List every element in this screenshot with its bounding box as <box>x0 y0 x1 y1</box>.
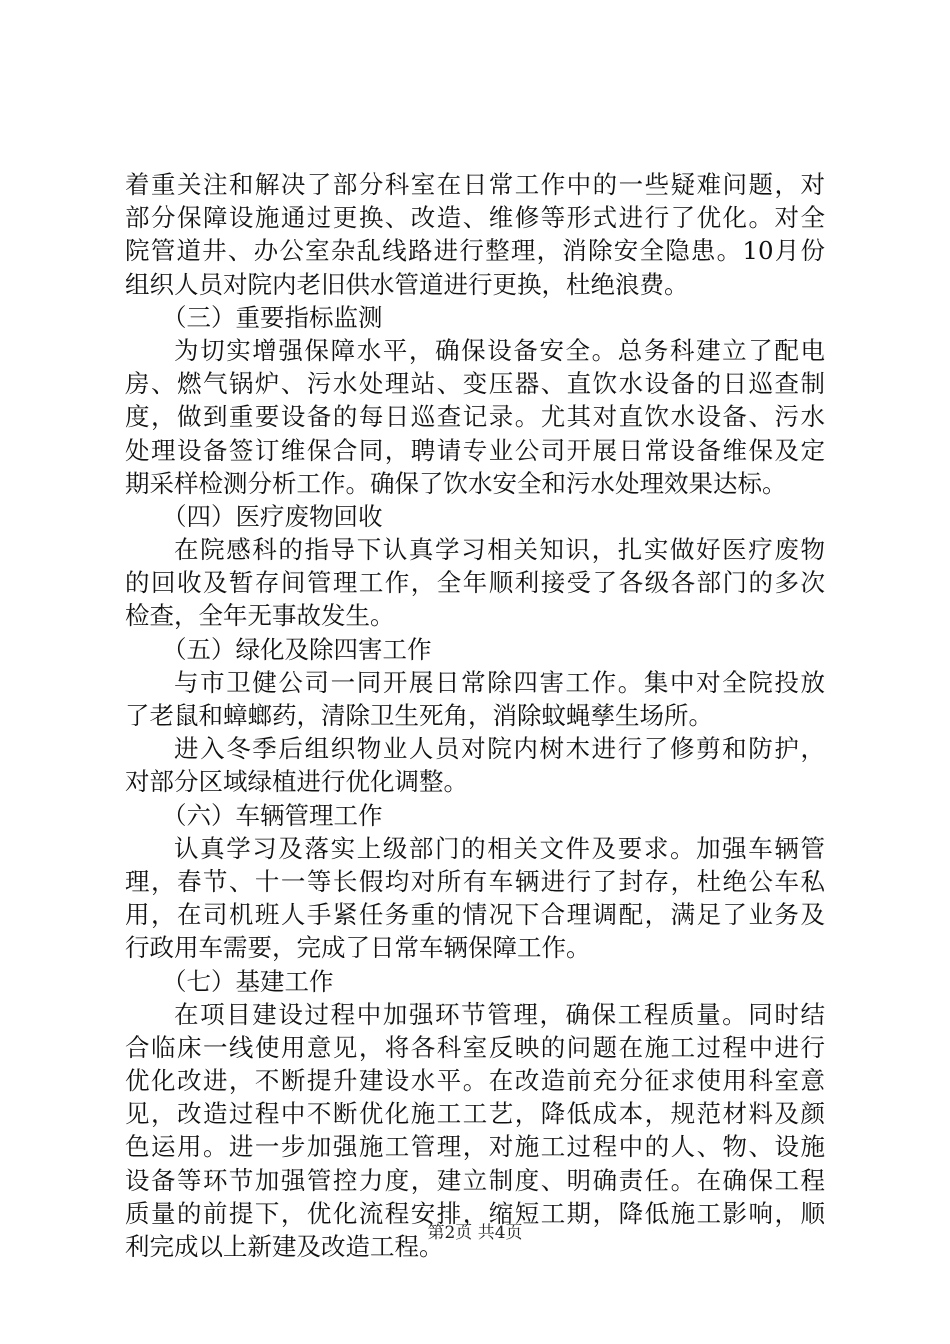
paragraph-line: 设备等环节加强管控力度，建立制度、明确责任。在确保工程 <box>125 1165 825 1195</box>
paragraph-line: 合临床一线使用意见，将各科室反映的问题在施工过程中进行 <box>125 1032 825 1062</box>
paragraph-first-line: 进入冬季后组织物业人员对院内树木进行了修剪和防护， <box>174 734 825 764</box>
paragraph-first-line: 认真学习及落实上级部门的相关文件及要求。加强车辆管 <box>174 833 825 863</box>
paragraph-line: 着重关注和解决了部分科室在日常工作中的一些疑难问题，对 <box>125 170 825 199</box>
paragraph-line: 院管道井、办公室杂乱线路进行整理，消除安全隐患。10月份 <box>125 236 825 266</box>
paragraph-line: 房、燃气锅炉、污水处理站、变压器、直饮水设备的日巡查制 <box>125 369 825 399</box>
paragraph-line: 处理设备签订维保合同，聘请专业公司开展日常设备维保及定 <box>125 435 825 465</box>
paragraph-line: 色运用。进一步加强施工管理，对施工过程中的人、物、设施 <box>125 1132 825 1162</box>
paragraph-line: 组织人员对院内老旧供水管道进行更换，杜绝浪费。 <box>125 269 689 299</box>
paragraph-line: 期采样检测分析工作。确保了饮水安全和污水处理效果达标。 <box>125 468 787 498</box>
paragraph-line: 优化改进，不断提升建设水平。在改造前充分征求使用科室意 <box>125 1066 825 1096</box>
section-heading: （三）重要指标监测 <box>162 302 383 332</box>
page-number-label: 第2页 共4页 <box>427 1223 523 1243</box>
paragraph-line: 度，做到重要设备的每日巡查记录。尤其对直饮水设备、污水 <box>125 402 825 432</box>
paragraph-line: 了老鼠和蟑螂药，清除卫生死角，消除蚊蝇孳生场所。 <box>125 701 713 730</box>
paragraph-line: 行政用车需要，完成了日常车辆保障工作。 <box>125 933 591 963</box>
section-heading: （四）医疗废物回收 <box>162 501 383 531</box>
paragraph-first-line: 与市卫健公司一同开展日常除四害工作。集中对全院投放 <box>174 667 825 697</box>
paragraph-line: 质量的前提下，优化流程安排，缩短工期，降低施工影响，顺 <box>125 1198 825 1228</box>
paragraph-line: 利完成以上新建及改造工程。 <box>125 1232 444 1261</box>
paragraph-line: 理，春节、十一等长假均对所有车辆进行了封存，杜绝公车私 <box>125 866 825 896</box>
paragraph-line: 检查，全年无事故发生。 <box>125 601 395 631</box>
paragraph-first-line: 为切实增强保障水平，确保设备安全。总务科建立了配电 <box>174 335 825 365</box>
page-footer <box>0 1218 950 1243</box>
section-heading: （五）绿化及除四害工作 <box>162 634 432 664</box>
paragraph-line: 用，在司机班人手紧任务重的情况下合理调配，满足了业务及 <box>125 900 825 930</box>
paragraph-line: 见，改造过程中不断优化施工工艺，降低成本，规范材料及颜 <box>125 1099 825 1129</box>
paragraph-first-line: 在项目建设过程中加强环节管理，确保工程质量。同时结 <box>174 999 825 1029</box>
section-heading: （七）基建工作 <box>162 966 334 996</box>
paragraph-first-line: 在院感科的指导下认真学习相关知识，扎实做好医疗废物 <box>174 535 825 565</box>
section-heading: （六）车辆管理工作 <box>162 800 383 830</box>
document-body <box>125 168 825 1263</box>
paragraph-line: 的回收及暂存间管理工作，全年顺利接受了各级各部门的多次 <box>125 568 825 598</box>
paragraph-line: 对部分区域绿植进行优化调整。 <box>125 767 468 797</box>
paragraph-line: 部分保障设施通过更换、改造、维修等形式进行了优化。对全 <box>125 203 825 233</box>
